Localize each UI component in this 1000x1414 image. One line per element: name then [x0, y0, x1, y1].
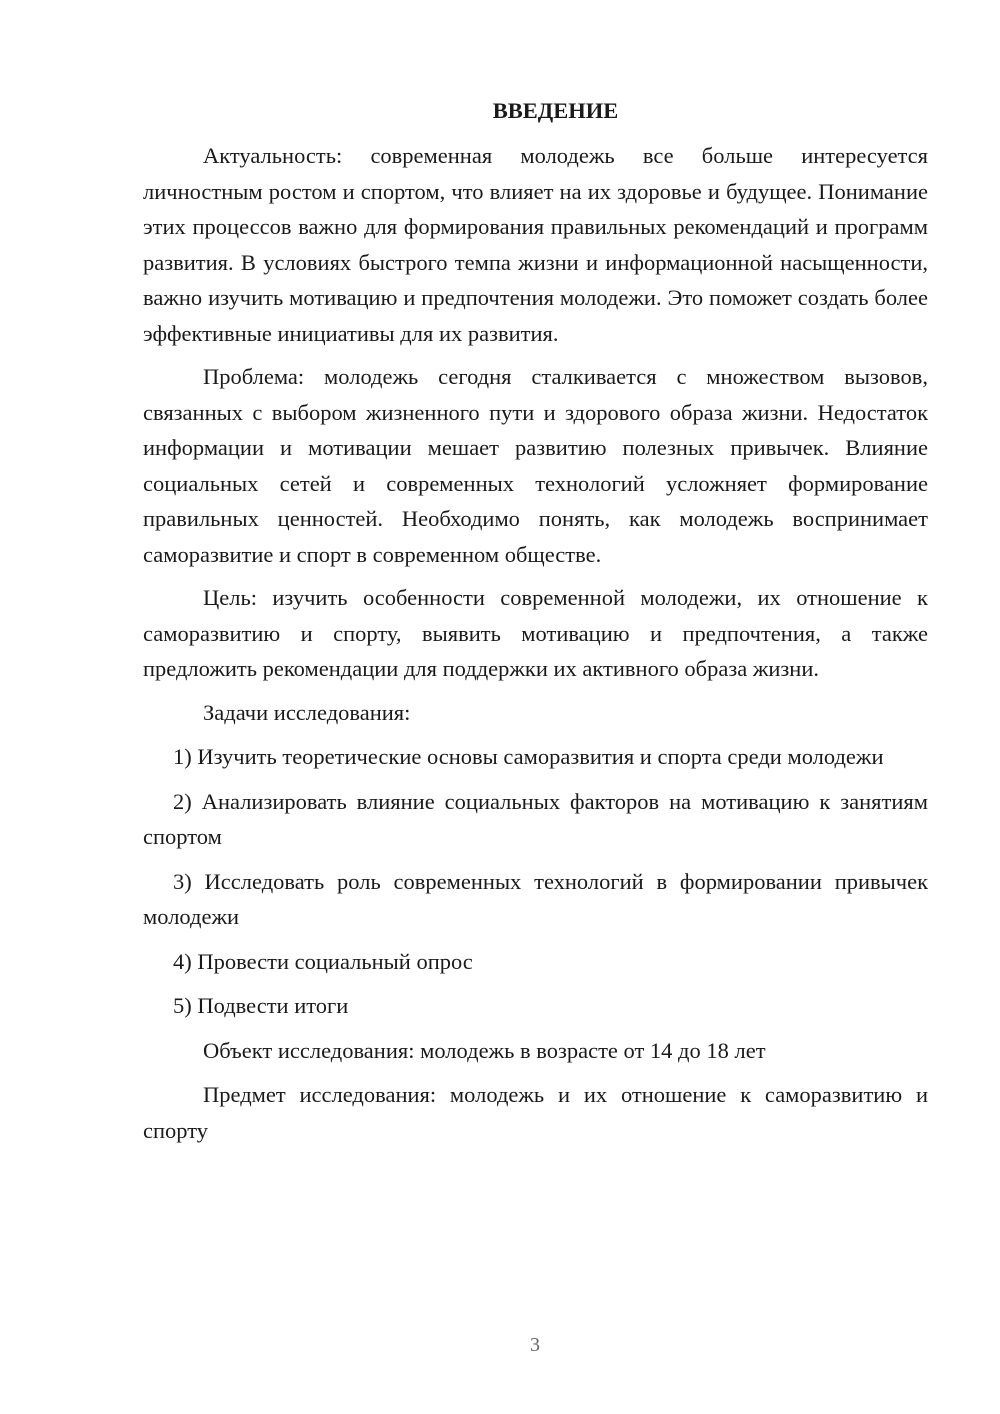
research-object: Объект исследования: молодежь в возрасте от 14 до 18 лет — [203, 1037, 766, 1063]
task-item-5: 5) Подвести итоги — [173, 993, 349, 1018]
problem-paragraph: Проблема: молодежь сегодня сталкивается с множеством вызовов, связанных с выбором жизненного пути и здорового образа жизни. Недостаток информации и мотивации мешает развитию полезных привычек. Влияние социальных сетей и современных технологий усложняет формирование правильных ценностей. Необходимо понять, как молодежь воспринимает саморазвитие и спорт в современном обществе. — [143, 364, 928, 567]
task-item-4: 4) Провести социальный опрос — [173, 948, 473, 974]
page-title: ВВЕДЕНИЕ — [492, 98, 619, 123]
page-number: 3 — [530, 1334, 540, 1356]
goal-paragraph: Цель: изучить особенности современной молодежи, их отношение к саморазвитию и спорту, выявить мотивацию и предпочтения, а также предложить рекомендации для поддержки их активного образа жизни. — [143, 585, 928, 681]
task-item-3: 3) Исследовать роль современных технологий в формировании привычек молодежи — [143, 868, 928, 929]
tasks-heading: Задачи исследования: — [203, 699, 411, 725]
relevance-paragraph: Актуальность: современная молодежь все больше интересуется личностным ростом и спортом, что влияет на их здоровье и будущее. Понимание этих процессов важно для формирования правильных рекомендаций и программ развития. В условиях быстрого темпа жизни и информационной насыщенности, важно изучить мотивацию и предпочтения молодежи. Это поможет создать более эффективные инициативы для их развития. — [143, 143, 928, 346]
research-subject: Предмет исследования: молодежь и их отношение к саморазвитию и спорту — [143, 1082, 928, 1143]
page-content — [143, 96, 928, 1156]
task-item-1: 1) Изучить теоретические основы саморазвития и спорта среди молодежи — [173, 744, 884, 769]
task-item-2: 2) Анализировать влияние социальных факторов на мотивацию к занятиям спортом — [143, 788, 928, 849]
